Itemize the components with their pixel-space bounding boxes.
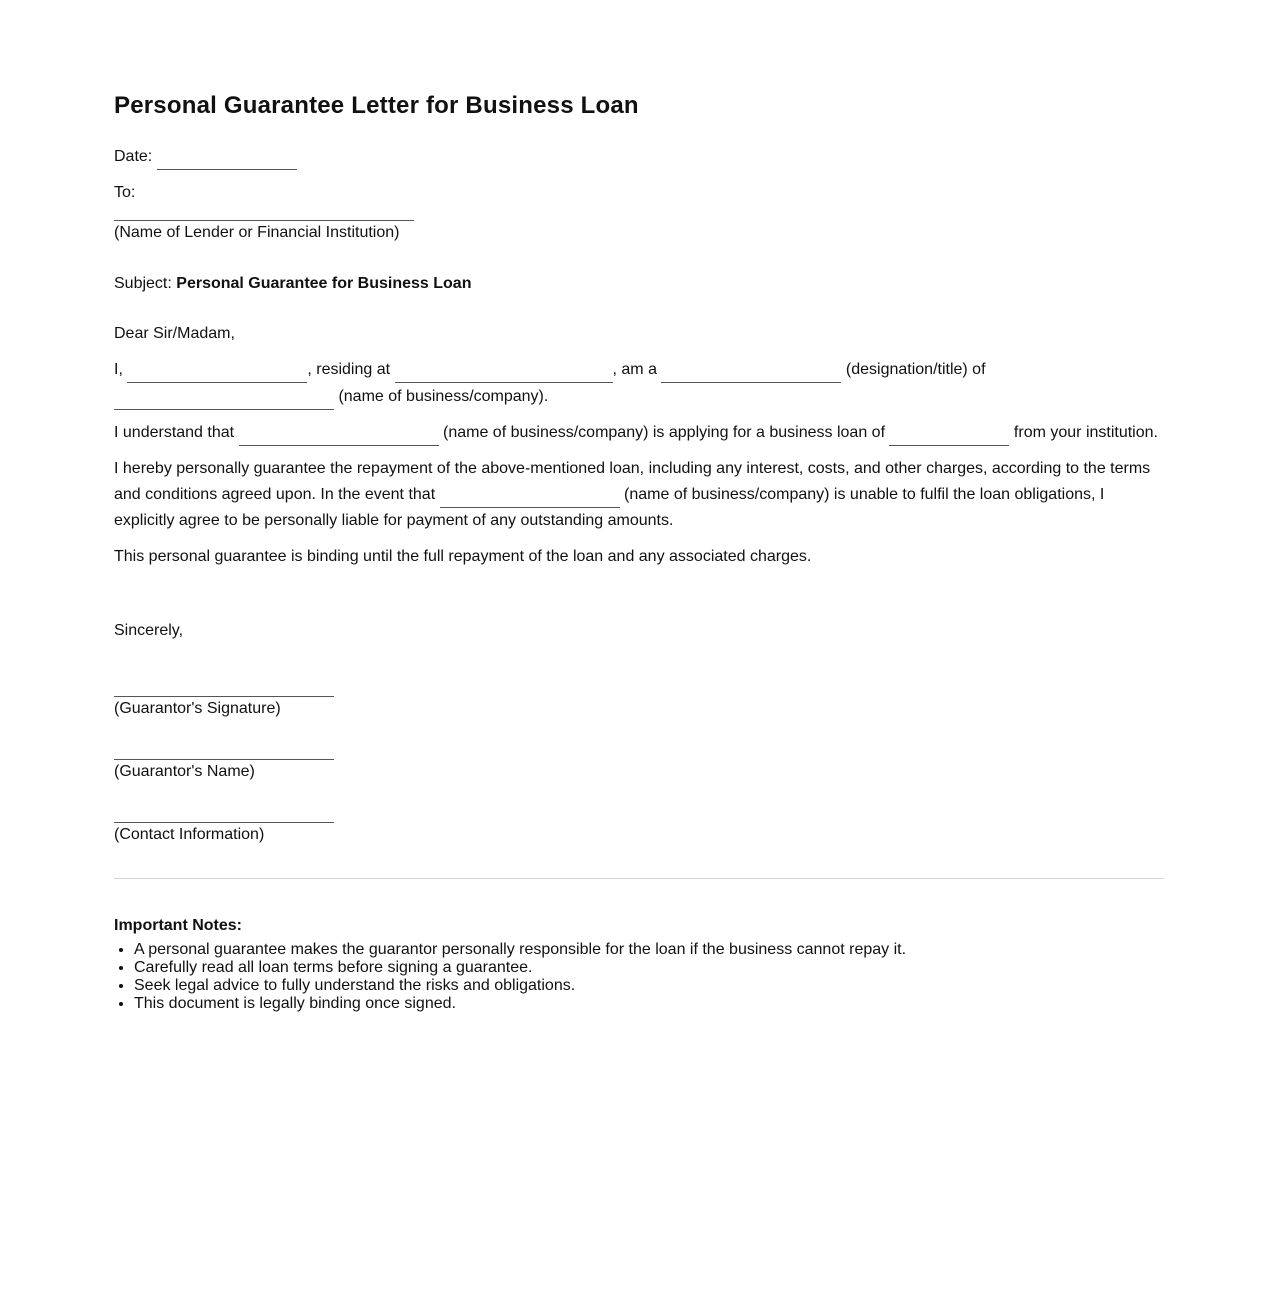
date-label: Date:	[114, 148, 153, 165]
section-divider	[114, 878, 1164, 879]
note-item: • Seek legal advice to fully understand the risks and obligations.	[134, 977, 1164, 995]
note-item: • Carefully read all loan terms before signing a guarantee.	[134, 959, 1164, 977]
paragraph-binding-statement: This personal guarantee is binding until the full repayment of the loan and any associated charges.	[114, 548, 812, 565]
residence-address-blank-field[interactable]	[395, 368, 613, 383]
para2-text-3: from your institution.	[1013, 424, 1158, 441]
signature-caption: (Guarantor's Signature)	[114, 700, 281, 717]
business-name-blank-field[interactable]	[114, 395, 334, 410]
para1-text-2: , residing at	[307, 361, 391, 378]
subject-label: Subject:	[114, 275, 172, 292]
para2-text-2: (name of business/company) is applying for a business loan of	[443, 424, 886, 441]
contact-caption: (Contact Information)	[114, 826, 265, 843]
date-row	[114, 144, 1164, 170]
para1-text-1: I,	[114, 361, 123, 378]
notes-list	[114, 941, 1164, 1013]
subject-row	[114, 271, 1164, 297]
name-caption: (Guarantor's Name)	[114, 763, 255, 780]
para3-text-2: (name of business/company) is unable to fulfil the loan obligations, I explicitly agree to be personally liable for payment of any outstanding amounts.	[114, 486, 1105, 529]
business-name-blank-field-3[interactable]	[440, 493, 620, 508]
business-name-blank-field-2[interactable]	[239, 431, 439, 446]
guarantor-name-blank-field[interactable]	[127, 368, 307, 383]
notes-title: Important Notes:	[114, 917, 242, 934]
para1-text-5: (name of business/company).	[338, 388, 549, 405]
designation-blank-field[interactable]	[661, 368, 841, 383]
note-item: • A personal guarantee makes the guarantor personally responsible for the loan if the business cannot repay it.	[134, 941, 1164, 959]
lender-caption: (Name of Lender or Financial Institution)	[114, 224, 400, 241]
lender-name-blank-field[interactable]	[114, 206, 414, 221]
loan-amount-blank-field[interactable]	[889, 431, 1009, 446]
subject-text: Personal Guarantee for Business Loan	[176, 275, 472, 292]
closing: Sincerely,	[114, 622, 184, 639]
para2-text-1: I understand that	[114, 424, 235, 441]
salutation: Dear Sir/Madam,	[114, 325, 235, 342]
paragraph-loan-application	[114, 420, 1164, 446]
paragraph-guarantor-details	[114, 356, 1164, 410]
para1-text-4: (designation/title) of	[845, 361, 986, 378]
to-label: To:	[114, 184, 136, 201]
paragraph-guarantee-terms	[114, 456, 1164, 534]
page-title: Personal Guarantee Letter for Business Loan	[114, 92, 639, 119]
para1-text-3: , am a	[612, 361, 657, 378]
note-item: • This document is legally binding once signed.	[134, 995, 1164, 1013]
signature-block	[114, 696, 1164, 847]
date-blank-field[interactable]	[157, 155, 297, 170]
letter-page	[114, 0, 1164, 1013]
para3-text-1: I hereby personally guarantee the repayment of the above-mentioned loan, including any interest, costs, and other charges, according to the terms and conditions agreed upon. In the event that	[114, 460, 1151, 503]
